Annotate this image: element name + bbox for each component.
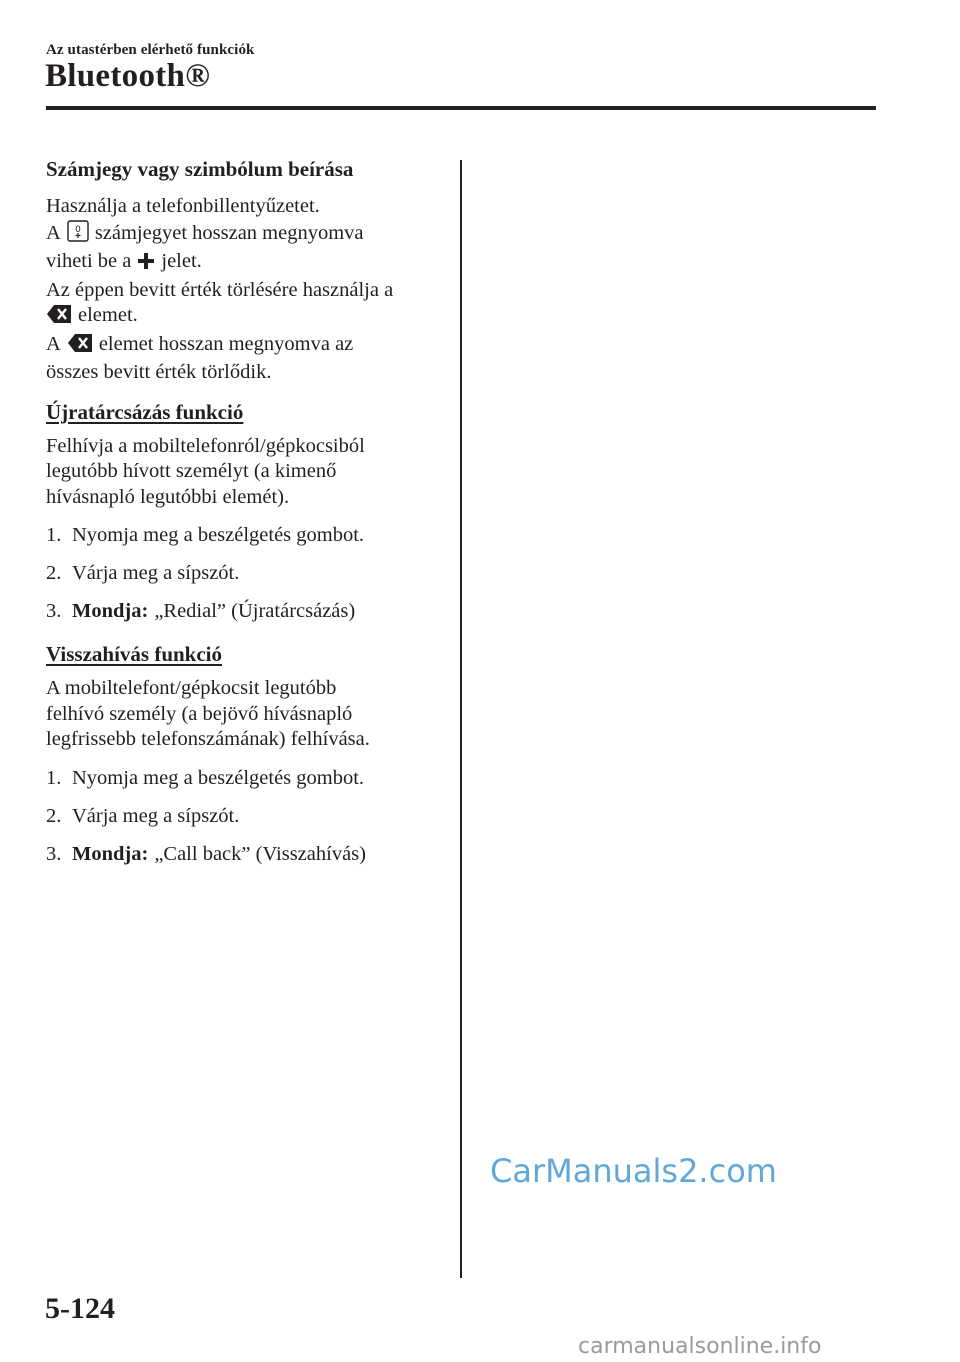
backspace-icon (46, 304, 72, 332)
callback-description (46, 676, 446, 753)
step-number: 1. (46, 766, 62, 789)
digit-entry-text (46, 194, 446, 386)
digit-entry-line-6b: elemet hosszan megnyomva az (98, 332, 354, 355)
digit-entry-heading: Számjegy vagy szimbólum beírása (46, 157, 354, 181)
footer-watermark: carmanualsonline.info (578, 1334, 822, 1359)
redial-step-1 (46, 522, 446, 548)
callback-step-1 (46, 765, 446, 791)
callback-step-3 (46, 841, 446, 867)
step-text: Nyomja meg a beszélgetés gombot. (72, 524, 365, 546)
step-number: 3. (46, 842, 62, 865)
watermark-logo: CarManuals2.com (490, 1152, 777, 1190)
step-text: Várja meg a sípszót. (72, 562, 240, 584)
backspace-icon (67, 333, 93, 361)
zero-key-icon (67, 220, 89, 250)
page-title: Bluetooth® (45, 58, 211, 94)
redial-heading: Újratárcsázás funkció (46, 399, 244, 424)
step-number: 2. (46, 804, 62, 827)
redial-step-2 (46, 560, 446, 586)
digit-entry-line-4: Az éppen bevitt érték törlésére használja a (46, 278, 394, 301)
digit-entry-line-7: összes bevitt érték törlődik. (46, 361, 272, 383)
step-number: 2. (46, 562, 62, 584)
plus-icon (137, 252, 155, 278)
digit-entry-line-2a: A (46, 221, 61, 244)
callback-desc-line: A mobiltelefont/gépkocsit legutóbb (46, 677, 337, 699)
section-label: Az utastérben elérhető funkciók (46, 42, 255, 58)
redial-description (46, 434, 446, 511)
left-column (46, 150, 446, 867)
step-number: 1. (46, 524, 62, 546)
digit-entry-line-5: elemet. (78, 304, 138, 326)
step-text: Nyomja meg a beszélgetés gombot. (72, 766, 365, 789)
title-rule (46, 106, 876, 110)
callback-desc-line: legfrissebb telefonszámának) felhívása. (46, 728, 370, 750)
step-number: 3. (46, 600, 62, 622)
digit-entry-line-6a: A (46, 332, 61, 355)
callback-step-2 (46, 803, 446, 829)
redial-desc-line: Felhívja a mobiltelefonról/gépkocsiból (46, 434, 365, 457)
digit-entry-line-3a: viheti be a (46, 250, 132, 272)
column-divider (460, 160, 462, 1278)
step-say-label: Mondja: (72, 842, 149, 865)
step-text: „Call back” (Visszahívás) (154, 842, 366, 865)
callback-desc-line: felhívó személy (a bejövő hívásnapló (46, 702, 353, 725)
step-text: Várja meg a sípszót. (72, 804, 240, 827)
redial-desc-line: hívásnapló legutóbbi elemét). (46, 485, 290, 508)
step-text: „Redial” (Újratárcsázás) (154, 600, 356, 622)
redial-step-3 (46, 598, 446, 624)
digit-entry-line-2b: számjegyet hosszan megnyomva (94, 221, 364, 244)
step-say-label: Mondja: (72, 600, 149, 622)
digit-entry-line-1: Használja a telefonbillentyűzetet. (46, 195, 320, 217)
svg-text:0: 0 (74, 224, 81, 235)
callback-heading: Visszahívás funkció (46, 642, 223, 666)
redial-desc-line: legutóbb hívott személyt (a kimenő (46, 460, 337, 482)
page-number: 5-124 (45, 1292, 115, 1325)
digit-entry-line-3b: jelet. (161, 250, 202, 272)
